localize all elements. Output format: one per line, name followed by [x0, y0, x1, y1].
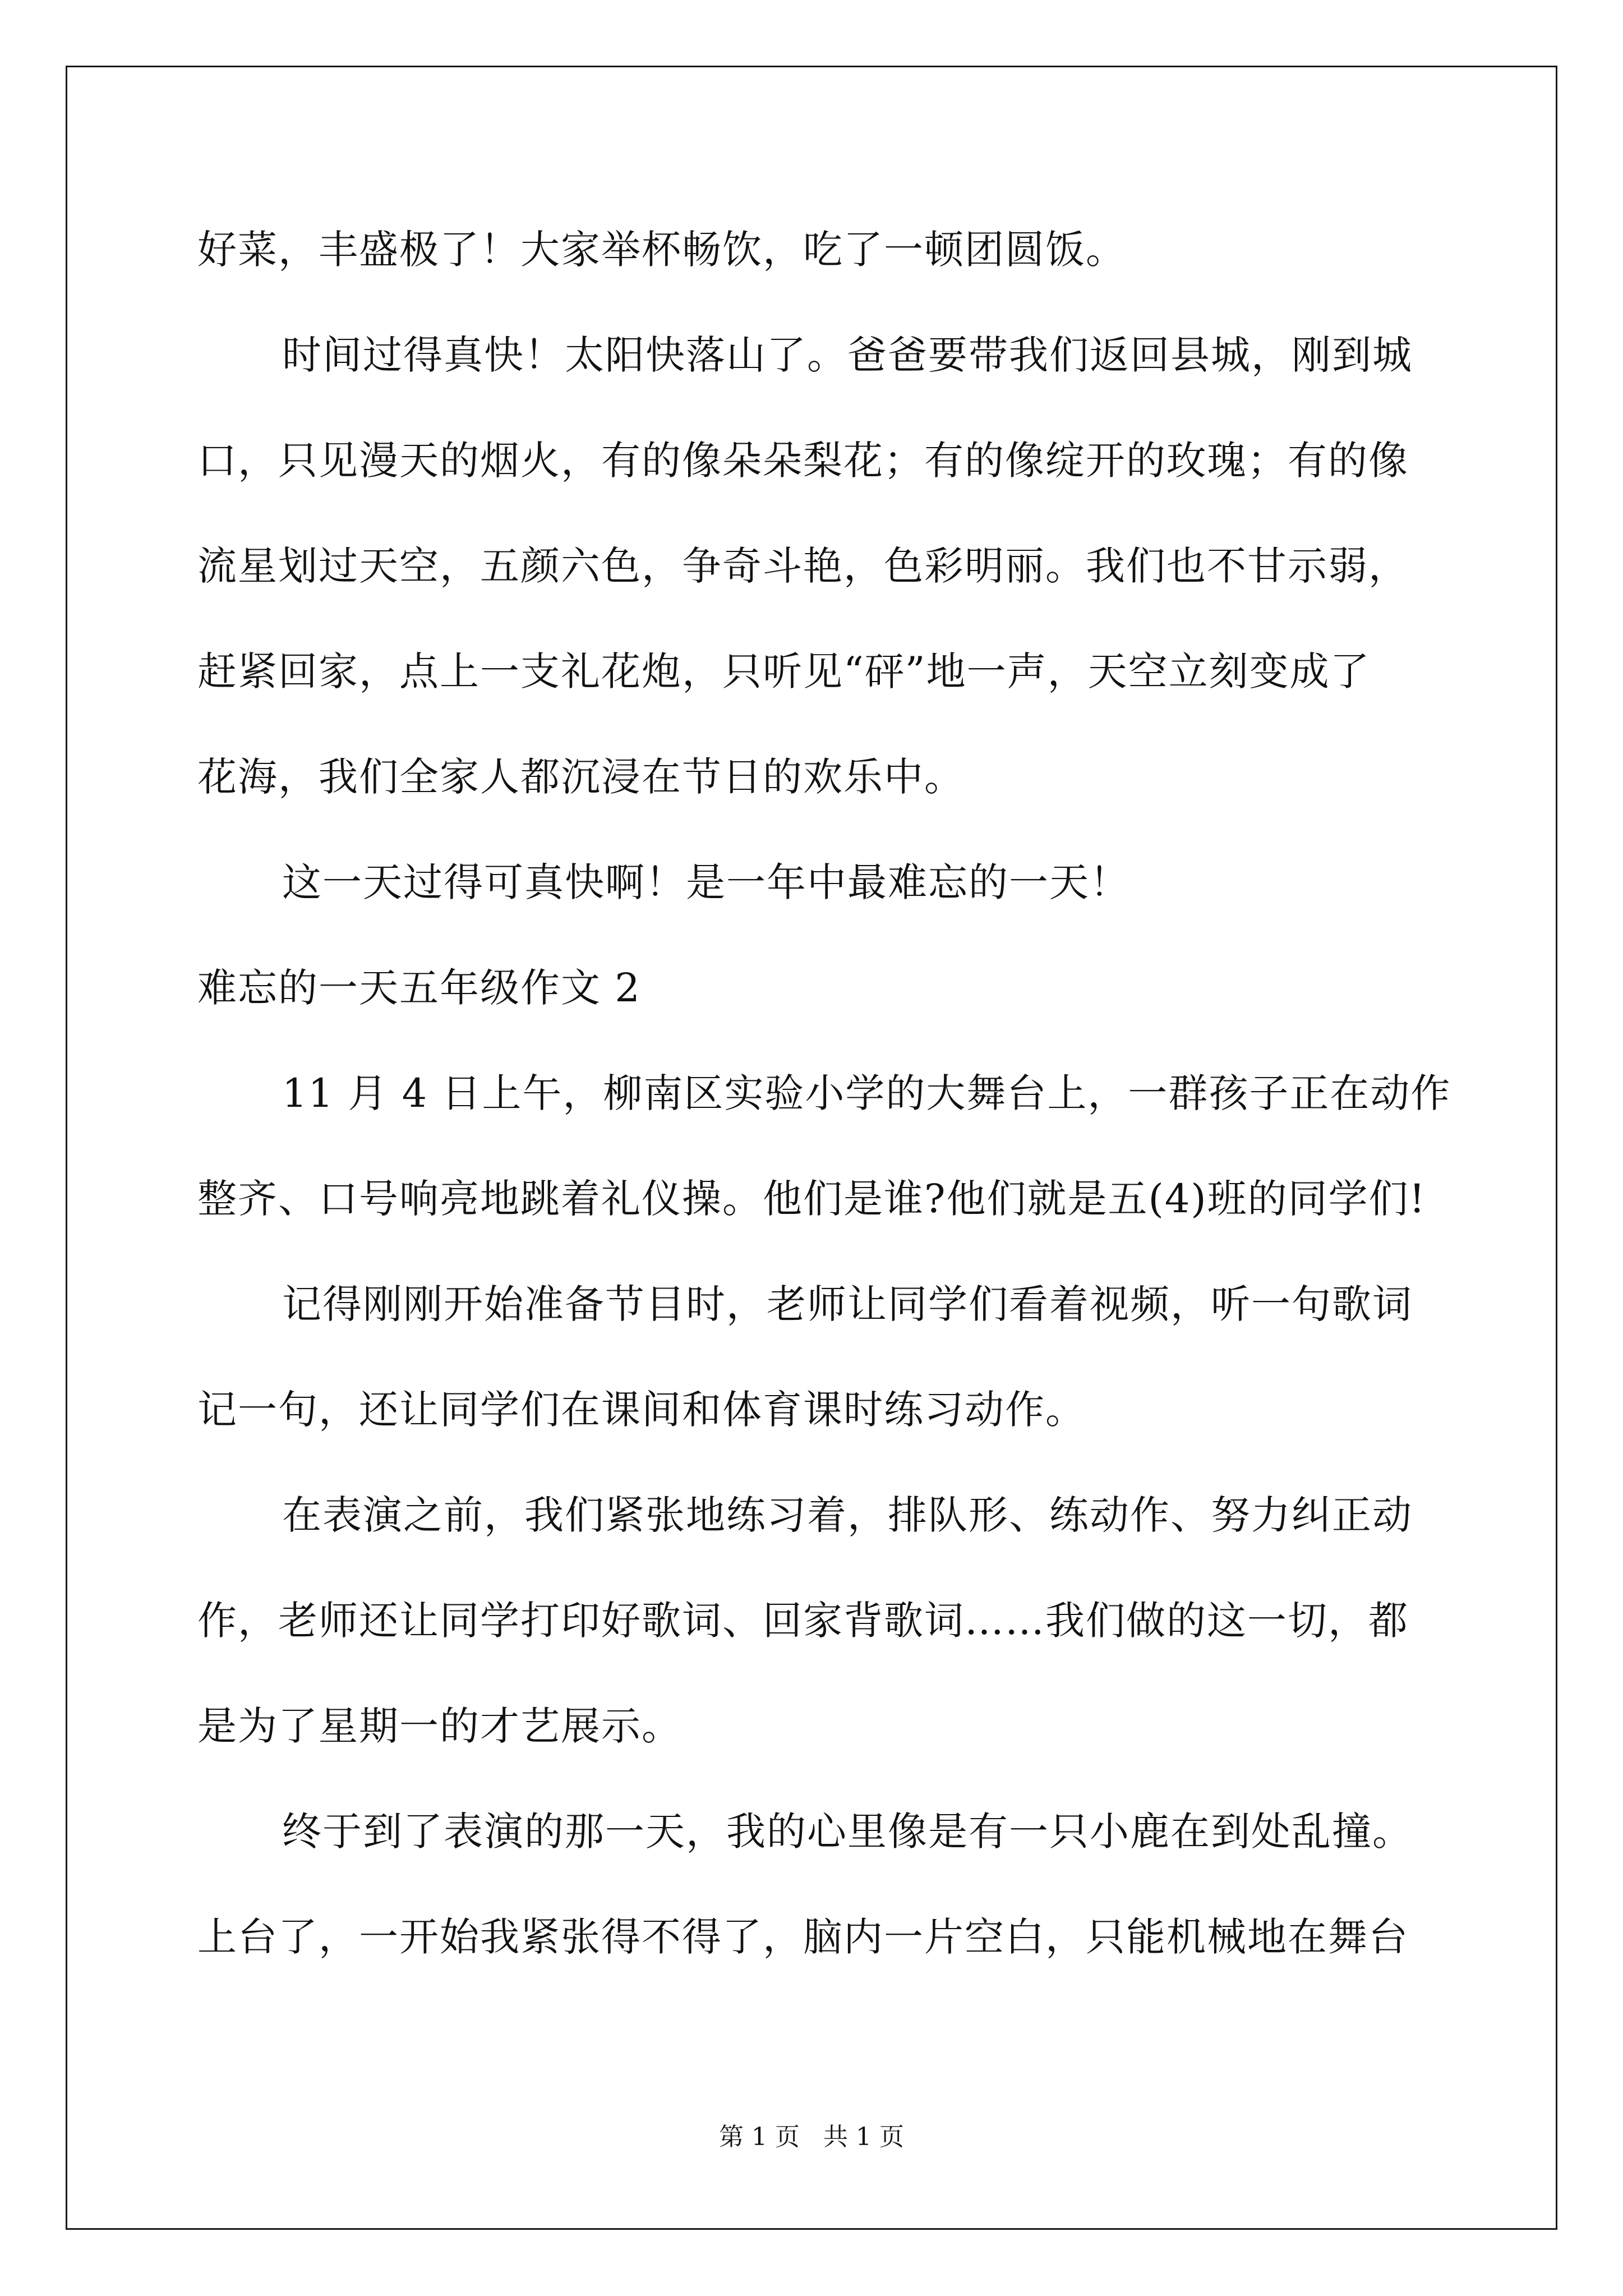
paragraph-line: 上台了，一开始我紧张得不得了，脑内一片空白，只能机械地在舞台 — [197, 1914, 1409, 1960]
section-heading: 难忘的一天五年级作文 2 — [197, 965, 641, 1011]
page-footer: 第 1 页 共 1 页 — [719, 2123, 904, 2151]
paragraph-line: 整齐、口号响亮地跳着礼仪操。他们是谁?他们就是五(4)班的同学们! — [197, 1176, 1426, 1222]
paragraph-line: 这一天过得可真快啊！是一年中最难忘的一天！ — [282, 859, 1130, 905]
paragraph-line: 是为了星期一的才艺展示。 — [197, 1703, 682, 1749]
paragraph-line: 口，只见漫天的烟火，有的像朵朵梨花；有的像绽开的玫瑰；有的像 — [197, 438, 1409, 484]
page-border — [66, 66, 1557, 2230]
paragraph-line: 记得刚刚开始准备节目时，老师让同学们看着视频，听一句歌词 — [282, 1281, 1413, 1327]
paragraph-line: 记一句，还让同学们在课间和体育课时练习动作。 — [197, 1387, 1086, 1433]
paragraph-line: 终于到了表演的那一天，我的心里像是有一只小鹿在到处乱撞。 — [282, 1809, 1413, 1855]
paragraph-line: 在表演之前，我们紧张地练习着，排队形、练动作、努力纠正动 — [282, 1492, 1413, 1538]
paragraph-line: 赶紧回家，点上一支礼花炮，只听见“砰”地一声，天空立刻变成了 — [197, 648, 1371, 694]
paragraph-line: 11 月 4 日上午，柳南区实验小学的大舞台上，一群孩子正在动作 — [282, 1070, 1451, 1116]
paragraph-line: 流星划过天空，五颜六色，争奇斗艳，色彩明丽。我们也不甘示弱， — [197, 543, 1409, 589]
paragraph-line: 花海，我们全家人都沉浸在节日的欢乐中。 — [197, 754, 965, 800]
paragraph-line: 好菜，丰盛极了！大家举杯畅饮，吃了一顿团圆饭。 — [197, 227, 1126, 273]
paragraph-line: 作，老师还让同学打印好歌词、回家背歌词……我们做的这一切，都 — [197, 1598, 1409, 1644]
paragraph-line: 时间过得真快！太阳快落山了。爸爸要带我们返回县城，刚到城 — [282, 332, 1413, 378]
